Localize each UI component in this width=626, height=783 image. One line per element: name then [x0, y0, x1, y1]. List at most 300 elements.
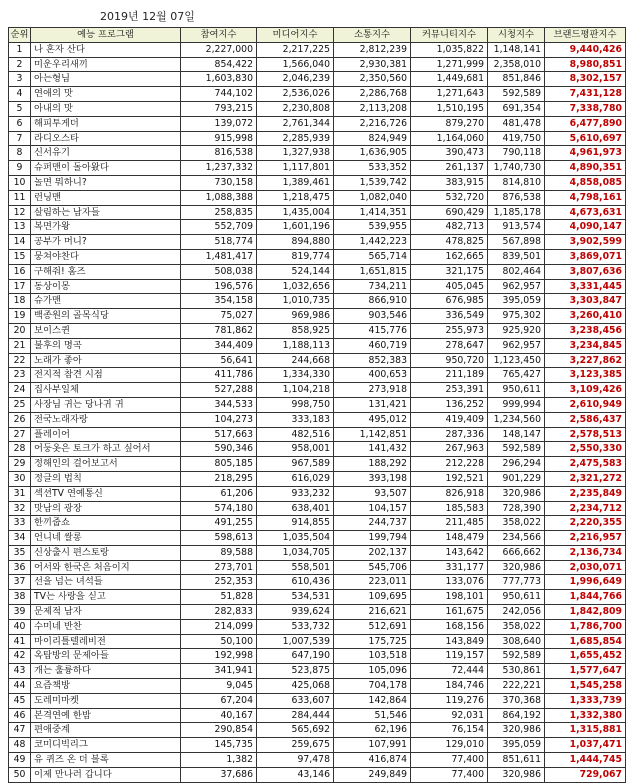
- communication-cell: 866,910: [334, 294, 411, 309]
- brand-index-cell: 1,685,854: [545, 634, 626, 649]
- media-cell: 1,389,461: [257, 175, 334, 190]
- header-community: 커뮤니티지수: [411, 28, 488, 43]
- table-row: [9, 738, 626, 753]
- communication-cell: 1,414,351: [334, 205, 411, 220]
- viewership-cell: 395,059: [488, 738, 545, 753]
- program-cell: 미운우리새끼: [31, 57, 181, 72]
- viewership-cell: 481,478: [488, 116, 545, 131]
- viewership-cell: 999,994: [488, 397, 545, 412]
- communication-cell: 1,539,742: [334, 175, 411, 190]
- program-cell: 도레미마켓: [31, 693, 181, 708]
- table-row: [9, 634, 626, 649]
- viewership-cell: 666,662: [488, 545, 545, 560]
- program-cell: 플레이어: [31, 427, 181, 442]
- program-cell: 사장님 귀는 당나귀 귀: [31, 397, 181, 412]
- program-cell: 섹션TV 연예통신: [31, 486, 181, 501]
- brand-index-cell: 3,238,456: [545, 323, 626, 338]
- viewership-cell: 395,059: [488, 294, 545, 309]
- media-cell: 244,668: [257, 353, 334, 368]
- community-cell: 267,963: [411, 442, 488, 457]
- rank-cell: 38: [9, 590, 31, 605]
- program-cell: 보이스퀸: [31, 323, 181, 338]
- media-cell: 998,750: [257, 397, 334, 412]
- media-cell: 1,218,475: [257, 190, 334, 205]
- participation-cell: 517,663: [181, 427, 257, 442]
- community-cell: 212,228: [411, 457, 488, 472]
- communication-cell: 734,211: [334, 279, 411, 294]
- rank-cell: 10: [9, 175, 31, 190]
- media-cell: 259,675: [257, 738, 334, 753]
- participation-cell: 598,613: [181, 531, 257, 546]
- rank-cell: 20: [9, 323, 31, 338]
- program-cell: 언니네 쌀롱: [31, 531, 181, 546]
- viewership-cell: 308,640: [488, 634, 545, 649]
- brand-index-cell: 3,109,426: [545, 383, 626, 398]
- rank-cell: 21: [9, 338, 31, 353]
- table-row: [9, 427, 626, 442]
- table-row: [9, 220, 626, 235]
- communication-cell: 105,096: [334, 664, 411, 679]
- community-cell: 162,665: [411, 249, 488, 264]
- viewership-cell: 1,234,560: [488, 412, 545, 427]
- header-communication: 소통지수: [334, 28, 411, 43]
- participation-cell: 527,288: [181, 383, 257, 398]
- table-row: [9, 383, 626, 398]
- brand-index-cell: 2,220,355: [545, 516, 626, 531]
- brand-index-cell: 1,315,881: [545, 723, 626, 738]
- communication-cell: 545,706: [334, 560, 411, 575]
- participation-cell: 218,295: [181, 471, 257, 486]
- brand-index-cell: 1,577,647: [545, 664, 626, 679]
- media-cell: 1,035,504: [257, 531, 334, 546]
- header-row: [9, 28, 626, 43]
- table-row: [9, 175, 626, 190]
- community-cell: 321,175: [411, 264, 488, 279]
- brand-index-cell: 4,890,351: [545, 161, 626, 176]
- brand-index-cell: 1,545,258: [545, 679, 626, 694]
- community-cell: 676,985: [411, 294, 488, 309]
- community-cell: 261,137: [411, 161, 488, 176]
- brand-index-cell: 3,227,862: [545, 353, 626, 368]
- communication-cell: 1,082,040: [334, 190, 411, 205]
- participation-cell: 51,828: [181, 590, 257, 605]
- table-body: [9, 42, 626, 782]
- program-cell: 신상출시 편스토랑: [31, 545, 181, 560]
- brand-index-cell: 3,869,071: [545, 249, 626, 264]
- rank-cell: 17: [9, 279, 31, 294]
- participation-cell: 61,206: [181, 486, 257, 501]
- rank-cell: 15: [9, 249, 31, 264]
- communication-cell: 565,714: [334, 249, 411, 264]
- community-cell: 1,449,681: [411, 72, 488, 87]
- program-cell: 슈가맨: [31, 294, 181, 309]
- participation-cell: 854,422: [181, 57, 257, 72]
- viewership-cell: 790,118: [488, 146, 545, 161]
- table-row: [9, 442, 626, 457]
- program-cell: 정글의 법칙: [31, 471, 181, 486]
- media-cell: 534,531: [257, 590, 334, 605]
- rank-cell: 19: [9, 309, 31, 324]
- table-row: [9, 235, 626, 250]
- rank-cell: 49: [9, 753, 31, 768]
- table-row: [9, 412, 626, 427]
- rank-cell: 1: [9, 42, 31, 57]
- media-cell: 1,327,938: [257, 146, 334, 161]
- media-cell: 647,190: [257, 649, 334, 664]
- table-row: [9, 471, 626, 486]
- program-cell: 복면가왕: [31, 220, 181, 235]
- rank-cell: 50: [9, 767, 31, 782]
- brand-index-cell: 3,260,410: [545, 309, 626, 324]
- program-cell: 본격연예 한밤: [31, 708, 181, 723]
- participation-cell: 196,576: [181, 279, 257, 294]
- communication-cell: 142,864: [334, 693, 411, 708]
- communication-cell: 51,546: [334, 708, 411, 723]
- community-cell: 690,429: [411, 205, 488, 220]
- community-cell: 168,156: [411, 619, 488, 634]
- rank-cell: 9: [9, 161, 31, 176]
- community-cell: 211,485: [411, 516, 488, 531]
- media-cell: 616,029: [257, 471, 334, 486]
- viewership-cell: 296,294: [488, 457, 545, 472]
- table-row: [9, 649, 626, 664]
- participation-cell: 411,786: [181, 368, 257, 383]
- header-program: 예능 프로그램: [31, 28, 181, 43]
- media-cell: 633,607: [257, 693, 334, 708]
- communication-cell: 62,196: [334, 723, 411, 738]
- program-cell: 노래가 좋아: [31, 353, 181, 368]
- community-cell: 532,720: [411, 190, 488, 205]
- communication-cell: 244,737: [334, 516, 411, 531]
- participation-cell: 56,641: [181, 353, 257, 368]
- community-cell: 143,849: [411, 634, 488, 649]
- media-cell: 933,232: [257, 486, 334, 501]
- media-cell: 1,010,735: [257, 294, 334, 309]
- viewership-cell: 320,986: [488, 723, 545, 738]
- media-cell: 533,732: [257, 619, 334, 634]
- brand-index-cell: 8,980,851: [545, 57, 626, 72]
- media-cell: 2,285,939: [257, 131, 334, 146]
- communication-cell: 415,776: [334, 323, 411, 338]
- table-row: [9, 767, 626, 782]
- viewership-cell: 592,589: [488, 649, 545, 664]
- program-cell: 해피투게더: [31, 116, 181, 131]
- table-row: [9, 397, 626, 412]
- header-brand-index: 브랜드평판지수: [545, 28, 626, 43]
- participation-cell: 1,481,417: [181, 249, 257, 264]
- media-cell: 482,516: [257, 427, 334, 442]
- communication-cell: 393,198: [334, 471, 411, 486]
- communication-cell: 512,691: [334, 619, 411, 634]
- participation-cell: 252,353: [181, 575, 257, 590]
- table-row: [9, 249, 626, 264]
- rank-cell: 13: [9, 220, 31, 235]
- participation-cell: 491,255: [181, 516, 257, 531]
- brand-index-cell: 3,234,845: [545, 338, 626, 353]
- viewership-cell: 950,611: [488, 383, 545, 398]
- communication-cell: 141,432: [334, 442, 411, 457]
- participation-cell: 9,045: [181, 679, 257, 694]
- media-cell: 610,436: [257, 575, 334, 590]
- brand-index-cell: 4,090,147: [545, 220, 626, 235]
- viewership-cell: 851,846: [488, 72, 545, 87]
- brand-index-cell: 1,786,700: [545, 619, 626, 634]
- media-cell: 565,692: [257, 723, 334, 738]
- community-cell: 478,825: [411, 235, 488, 250]
- program-cell: 이제 만나러 갑니다: [31, 767, 181, 782]
- program-cell: 정해인의 걸어보고서: [31, 457, 181, 472]
- brand-index-cell: 2,550,330: [545, 442, 626, 457]
- table-row: [9, 708, 626, 723]
- brand-index-cell: 2,610,949: [545, 397, 626, 412]
- table-row: [9, 72, 626, 87]
- brand-index-cell: 7,338,780: [545, 101, 626, 116]
- participation-cell: 552,709: [181, 220, 257, 235]
- viewership-cell: 876,538: [488, 190, 545, 205]
- header-viewership: 시청지수: [488, 28, 545, 43]
- table-row: [9, 693, 626, 708]
- viewership-cell: 358,022: [488, 619, 545, 634]
- rank-cell: 27: [9, 427, 31, 442]
- communication-cell: 824,949: [334, 131, 411, 146]
- participation-cell: 344,533: [181, 397, 257, 412]
- program-cell: 뭉쳐야찬다: [31, 249, 181, 264]
- brand-index-cell: 8,302,157: [545, 72, 626, 87]
- viewership-cell: 975,302: [488, 309, 545, 324]
- rank-cell: 6: [9, 116, 31, 131]
- communication-cell: 903,546: [334, 309, 411, 324]
- brand-index-cell: 2,321,272: [545, 471, 626, 486]
- community-cell: 161,675: [411, 605, 488, 620]
- table-row: [9, 338, 626, 353]
- communication-cell: 216,621: [334, 605, 411, 620]
- brand-index-cell: 1,444,745: [545, 753, 626, 768]
- participation-cell: 816,538: [181, 146, 257, 161]
- communication-cell: 852,383: [334, 353, 411, 368]
- brand-index-cell: 2,586,437: [545, 412, 626, 427]
- communication-cell: 199,794: [334, 531, 411, 546]
- community-cell: 879,270: [411, 116, 488, 131]
- program-cell: 살림하는 남자들: [31, 205, 181, 220]
- table-row: [9, 101, 626, 116]
- media-cell: 2,761,344: [257, 116, 334, 131]
- brand-index-cell: 2,234,712: [545, 501, 626, 516]
- brand-index-cell: 9,440,426: [545, 42, 626, 57]
- program-cell: 백종원의 골목식당: [31, 309, 181, 324]
- media-cell: 97,478: [257, 753, 334, 768]
- rank-cell: 48: [9, 738, 31, 753]
- table-row: [9, 516, 626, 531]
- media-cell: 1,334,330: [257, 368, 334, 383]
- participation-cell: 214,099: [181, 619, 257, 634]
- brand-index-cell: 3,807,636: [545, 264, 626, 279]
- program-cell: 전국노래자랑: [31, 412, 181, 427]
- program-cell: 유 퀴즈 온 더 블록: [31, 753, 181, 768]
- rank-cell: 31: [9, 486, 31, 501]
- community-cell: 77,400: [411, 753, 488, 768]
- table-row: [9, 87, 626, 102]
- participation-cell: 344,409: [181, 338, 257, 353]
- rank-cell: 18: [9, 294, 31, 309]
- communication-cell: 539,955: [334, 220, 411, 235]
- participation-cell: 781,862: [181, 323, 257, 338]
- brand-index-cell: 7,431,128: [545, 87, 626, 102]
- community-cell: 1,035,822: [411, 42, 488, 57]
- community-cell: 1,510,195: [411, 101, 488, 116]
- media-cell: 939,624: [257, 605, 334, 620]
- program-cell: 어서와 한국은 처음이지: [31, 560, 181, 575]
- communication-cell: 2,930,381: [334, 57, 411, 72]
- brand-index-cell: 1,996,649: [545, 575, 626, 590]
- table-row: [9, 501, 626, 516]
- program-cell: 개는 훌륭하다: [31, 664, 181, 679]
- media-cell: 967,589: [257, 457, 334, 472]
- table-row: [9, 146, 626, 161]
- community-cell: 119,276: [411, 693, 488, 708]
- rank-cell: 11: [9, 190, 31, 205]
- media-cell: 1,032,656: [257, 279, 334, 294]
- participation-cell: 145,735: [181, 738, 257, 753]
- community-cell: 383,915: [411, 175, 488, 190]
- rank-cell: 8: [9, 146, 31, 161]
- community-cell: 278,647: [411, 338, 488, 353]
- rank-cell: 28: [9, 442, 31, 457]
- media-cell: 1,007,539: [257, 634, 334, 649]
- program-cell: 마이리틀텔레비전: [31, 634, 181, 649]
- viewership-cell: 851,611: [488, 753, 545, 768]
- communication-cell: 175,725: [334, 634, 411, 649]
- viewership-cell: 592,589: [488, 87, 545, 102]
- brand-index-cell: 1,037,471: [545, 738, 626, 753]
- participation-cell: 258,835: [181, 205, 257, 220]
- program-cell: 아내의 맛: [31, 101, 181, 116]
- viewership-cell: 419,750: [488, 131, 545, 146]
- media-cell: 2,217,225: [257, 42, 334, 57]
- table-row: [9, 161, 626, 176]
- brand-index-cell: 4,798,161: [545, 190, 626, 205]
- participation-cell: 508,038: [181, 264, 257, 279]
- rank-cell: 23: [9, 368, 31, 383]
- communication-cell: 273,918: [334, 383, 411, 398]
- brand-index-cell: 1,655,452: [545, 649, 626, 664]
- community-cell: 77,400: [411, 767, 488, 782]
- community-cell: 253,391: [411, 383, 488, 398]
- communication-cell: 1,442,223: [334, 235, 411, 250]
- header-media: 미디어지수: [257, 28, 334, 43]
- brand-index-cell: 6,477,890: [545, 116, 626, 131]
- participation-cell: 50,100: [181, 634, 257, 649]
- brand-index-cell: 3,902,599: [545, 235, 626, 250]
- participation-cell: 341,941: [181, 664, 257, 679]
- table-row: [9, 531, 626, 546]
- media-cell: 2,230,808: [257, 101, 334, 116]
- participation-cell: 805,185: [181, 457, 257, 472]
- community-cell: 482,713: [411, 220, 488, 235]
- participation-cell: 104,273: [181, 412, 257, 427]
- program-cell: 연애의 맛: [31, 87, 181, 102]
- rank-cell: 25: [9, 397, 31, 412]
- community-cell: 405,045: [411, 279, 488, 294]
- rank-cell: 30: [9, 471, 31, 486]
- viewership-cell: 222,221: [488, 679, 545, 694]
- table-row: [9, 353, 626, 368]
- viewership-cell: 802,464: [488, 264, 545, 279]
- participation-cell: 744,102: [181, 87, 257, 102]
- brand-index-cell: 5,610,697: [545, 131, 626, 146]
- header-rank: 순위: [9, 28, 31, 43]
- viewership-cell: 592,589: [488, 442, 545, 457]
- brand-index-cell: 2,216,957: [545, 531, 626, 546]
- media-cell: 638,401: [257, 501, 334, 516]
- viewership-cell: 950,611: [488, 590, 545, 605]
- participation-cell: 40,167: [181, 708, 257, 723]
- viewership-cell: 913,574: [488, 220, 545, 235]
- program-cell: 집사부일체: [31, 383, 181, 398]
- program-cell: 수미네 반찬: [31, 619, 181, 634]
- program-cell: 전지적 참견 시점: [31, 368, 181, 383]
- rank-cell: 26: [9, 412, 31, 427]
- community-cell: 1,164,060: [411, 131, 488, 146]
- brand-index-cell: 4,673,631: [545, 205, 626, 220]
- media-cell: 558,501: [257, 560, 334, 575]
- participation-cell: 75,027: [181, 309, 257, 324]
- rank-cell: 36: [9, 560, 31, 575]
- media-cell: 969,986: [257, 309, 334, 324]
- rank-cell: 16: [9, 264, 31, 279]
- viewership-cell: 320,986: [488, 767, 545, 782]
- viewership-cell: 777,773: [488, 575, 545, 590]
- rank-cell: 32: [9, 501, 31, 516]
- community-cell: 1,271,999: [411, 57, 488, 72]
- participation-cell: 282,833: [181, 605, 257, 620]
- community-cell: 136,252: [411, 397, 488, 412]
- brand-index-cell: 1,332,380: [545, 708, 626, 723]
- communication-cell: 1,651,815: [334, 264, 411, 279]
- community-cell: 143,642: [411, 545, 488, 560]
- participation-cell: 67,204: [181, 693, 257, 708]
- program-cell: 선을 넘는 녀석들: [31, 575, 181, 590]
- viewership-cell: 567,898: [488, 235, 545, 250]
- table-row: [9, 753, 626, 768]
- viewership-cell: 925,920: [488, 323, 545, 338]
- community-cell: 1,271,643: [411, 87, 488, 102]
- participation-cell: 730,158: [181, 175, 257, 190]
- rank-cell: 40: [9, 619, 31, 634]
- viewership-cell: 320,986: [488, 486, 545, 501]
- table-row: [9, 294, 626, 309]
- viewership-cell: 1,740,730: [488, 161, 545, 176]
- header-participation: 참여지수: [181, 28, 257, 43]
- communication-cell: 533,352: [334, 161, 411, 176]
- communication-cell: 416,874: [334, 753, 411, 768]
- participation-cell: 290,854: [181, 723, 257, 738]
- community-cell: 198,101: [411, 590, 488, 605]
- communication-cell: 2,216,726: [334, 116, 411, 131]
- rank-cell: 45: [9, 693, 31, 708]
- brand-index-cell: 4,858,085: [545, 175, 626, 190]
- community-cell: 192,521: [411, 471, 488, 486]
- viewership-cell: 691,354: [488, 101, 545, 116]
- media-cell: 1,601,196: [257, 220, 334, 235]
- participation-cell: 139,072: [181, 116, 257, 131]
- brand-index-cell: 2,235,849: [545, 486, 626, 501]
- table-row: [9, 723, 626, 738]
- rank-cell: 29: [9, 457, 31, 472]
- program-cell: 동상이몽: [31, 279, 181, 294]
- table-row: [9, 619, 626, 634]
- table-row: [9, 560, 626, 575]
- rank-cell: 22: [9, 353, 31, 368]
